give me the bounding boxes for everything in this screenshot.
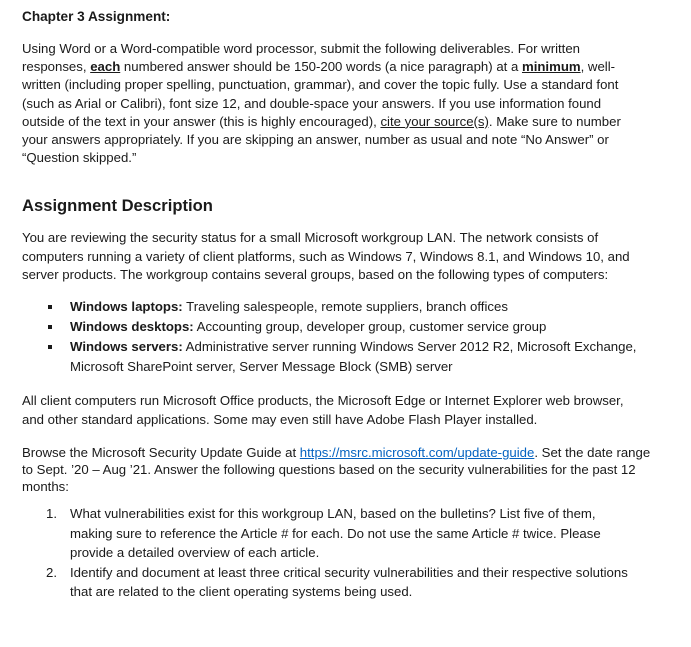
emphasis-cite-sources: cite your source(s): [380, 113, 489, 129]
chapter-title: Chapter 3 Assignment:: [22, 9, 171, 24]
bullet-label: Windows desktops:: [70, 319, 194, 334]
bullet-square-icon: [48, 305, 52, 309]
question-text: Identify and document at least three critical security vulnerabilities and their respective solutions that are related to the client operating systems being used.: [70, 564, 628, 600]
question-number: 2.: [46, 564, 57, 580]
question-number: 1.: [46, 506, 57, 521]
bullet-square-icon: [48, 345, 52, 349]
clients-paragraph: All client computers run Microsoft Office products, the Microsoft Edge or Internet Explorer web browser, and other standard applications. Some may even still have Adobe Flash Player installed.: [22, 393, 624, 427]
intro-text-4: . Make sure to number your answers appropriately. If you are skipping an answer, number as usual and note “No Answer” or “Question skipped.”: [22, 113, 621, 166]
question-item: [46, 563, 636, 602]
bullet-text: Traveling salespeople, remote suppliers, branch offices: [182, 299, 508, 314]
emphasis-minimum: minimum: [521, 59, 581, 75]
section-title: Assignment Description: [22, 196, 213, 215]
intro-text-2: numbered answer should be 150-200 words (a nice paragraph) at a: [120, 59, 522, 75]
intro-text-3: , well-written (including proper spelling, punctuation, grammar), and cover the topic fully. Use a standard font (such as Arial or Calibri), font size 12, and double-space your answers. If you use information found outside of the text in your answer (this is highly encouraged),: [22, 59, 619, 129]
questions-list: [46, 504, 636, 602]
instructions-paragraph: [22, 40, 642, 167]
list-item: [44, 297, 654, 317]
browse-text-before: Browse the Microsoft Security Update Guide at: [22, 445, 300, 460]
browse-text-after: . Set the date range to Sept. ’20 – Aug ’21. Answer the following questions based on the security vulnerabilities for the past 12 months:: [22, 445, 651, 494]
intro-text-1: Using Word or a Word-compatible word processor, submit the following deliverables. For written responses,: [22, 41, 581, 75]
emphasis-each: each: [90, 59, 121, 75]
list-item: [44, 337, 654, 377]
question-text: What vulnerabilities exist for this workgroup LAN, based on the bulletins? List five of them, making sure to reference the Article # for each. Do not use the same Article # twice. Please provide a detailed overview of each article.: [70, 506, 601, 561]
browse-paragraph: [22, 444, 652, 495]
computer-types-list: [44, 297, 654, 377]
question-item: [46, 504, 636, 563]
update-guide-link[interactable]: https://msrc.microsoft.com/update-guide: [299, 445, 535, 460]
bullet-label: Windows servers:: [70, 339, 183, 354]
bullet-text: Accounting group, developer group, customer service group: [193, 319, 547, 334]
bullet-text: Administrative server running Windows Server 2012 R2, Microsoft Exchange, Microsoft SharePoint server, Server Message Block (SMB) server: [70, 339, 637, 374]
description-paragraph: You are reviewing the security status for a small Microsoft workgroup LAN. The network consists of computers running a variety of client platforms, such as Windows 7, Windows 8.1, and Windows 10, and server products. The workgroup contains several groups, based on the following types of computers:: [22, 230, 630, 283]
bullet-label: Windows laptops:: [70, 299, 183, 314]
list-item: [44, 317, 654, 337]
bullet-square-icon: [48, 325, 52, 329]
